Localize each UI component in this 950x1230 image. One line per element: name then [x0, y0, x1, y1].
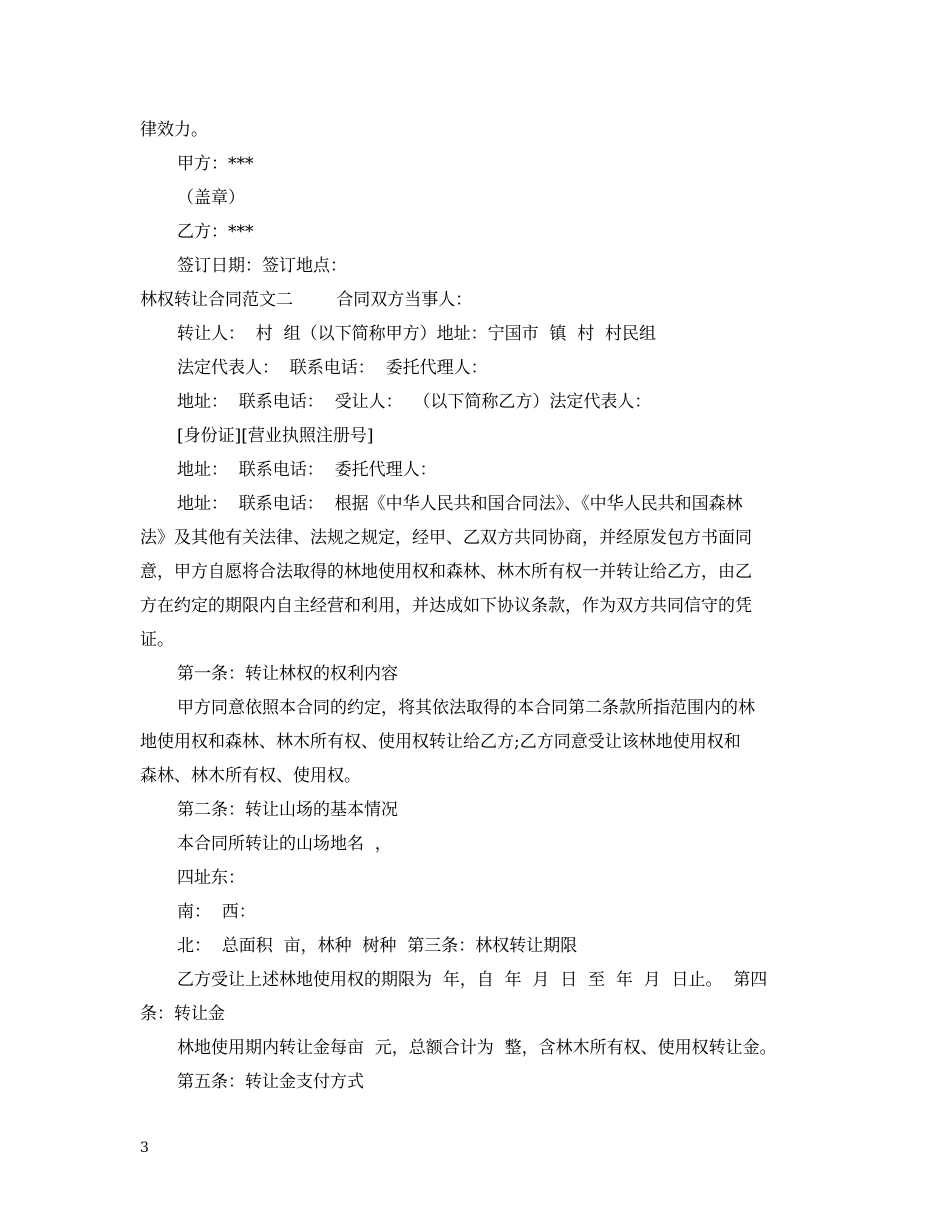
text-line: 本合同所转让的山场地名 ，	[177, 834, 392, 854]
text-line: 北： 总面积 亩，林种 树种 第三条：林权转让期限	[177, 936, 578, 956]
text-line: 地址： 联系电话： 委托代理人：	[177, 460, 437, 480]
text-line: 转让人： 村 组（以下简称甲方）地址：宁国市 镇 村 村民组	[177, 324, 657, 344]
text-line: 法定代表人： 联系电话： 委托代理人：	[177, 358, 488, 378]
section-heading: 林权转让合同范文二 合同双方当事人：	[140, 290, 473, 310]
text-line: 条：转让金	[140, 1004, 225, 1024]
text-line: 乙方受让上述林地使用权的期限为 年，自 年 月 日 至 年 月 日止。 第四	[177, 970, 768, 990]
text-line: [身份证][营业执照注册号]	[177, 426, 374, 446]
text-line: 森林、林木所有权、使用权。	[140, 766, 361, 786]
text-line: 林地使用期内转让金每亩 元，总额合计为 整，含林木所有权、使用权转让金。	[177, 1038, 777, 1058]
text-line: 南： 西：	[177, 902, 256, 922]
text-line: 地址： 联系电话： 根据《中华人民共和国合同法》、《中华人民共和国森林	[177, 494, 743, 514]
text-line: 律效力。	[140, 120, 208, 140]
text-line: 甲方同意依照本合同的约定，将其依法取得的本合同第二条款所指范围内的林	[177, 698, 755, 718]
text-line: 方在约定的期限内自主经营和利用，并达成如下协议条款，作为双方共同信守的凭	[140, 596, 752, 616]
text-line: 地使用权和森林、林木所有权、使用权转让给乙方;乙方同意受让该林地使用权和	[140, 732, 741, 752]
text-line: 意，甲方自愿将合法取得的林地使用权和森林、林木所有权一并转让给乙方，由乙	[140, 562, 752, 582]
clause-heading: 第二条：转让山场的基本情况	[177, 800, 398, 820]
page-number: 3	[140, 1140, 149, 1156]
clause-heading: 第五条：转让金支付方式	[177, 1072, 364, 1092]
text-line: 法》及其他有关法律、法规之规定，经甲、乙双方共同协商，并经原发包方书面同	[140, 528, 752, 548]
text-line: 四址东：	[177, 868, 245, 888]
text-line: 签订日期：签订地点：	[177, 256, 347, 276]
text-line: 证。	[140, 630, 174, 650]
clause-heading: 第一条：转让林权的权利内容	[177, 664, 398, 684]
text-line: 地址： 联系电话： 受让人： （以下简称乙方）法定代表人：	[177, 392, 652, 412]
text-line: 甲方：***	[177, 154, 254, 174]
text-line: （盖章）	[177, 188, 245, 208]
text-line: 乙方：***	[177, 222, 254, 242]
